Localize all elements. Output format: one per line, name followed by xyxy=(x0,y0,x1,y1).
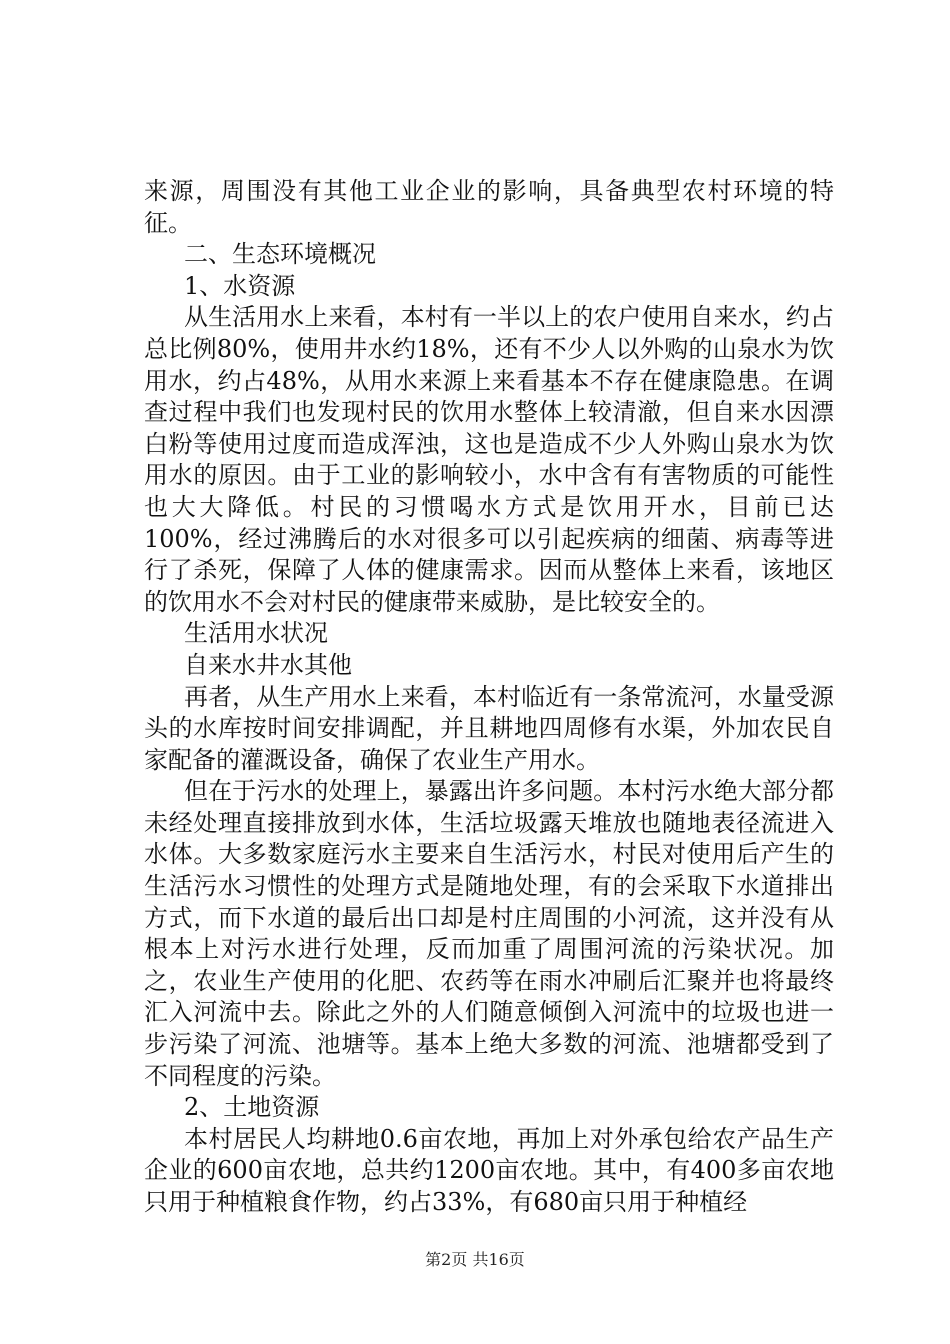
subsection-heading: 2、土地资源 xyxy=(184,1093,320,1122)
document-body xyxy=(144,176,834,1219)
page-footer: 第2页 共16页 xyxy=(425,1250,525,1269)
paragraph: 本村居民人均耕地0.6亩农地，再加上对外承包给农产品生产企业的600亩农地，总共约1200亩农地。其中，有400多亩农地只用于种植粮食作物，约占33%，有680亩只用于种植经 xyxy=(144,1124,834,1216)
section-heading: 二、生态环境概况 xyxy=(184,240,376,269)
paragraph: 再者，从生产用水上来看，本村临近有一条常流河，水量受源头的水库按时间安排调配，并且耕地四周修有水渠，外加农民自家配备的灌溉设备，确保了农业生产用水。 xyxy=(144,682,834,774)
caption-line: 自来水井水其他 xyxy=(184,650,352,679)
caption-line: 生活用水状况 xyxy=(184,619,328,648)
subsection-heading: 1、水资源 xyxy=(184,271,296,300)
paragraph: 从生活用水上来看，本村有一半以上的农户使用自来水，约占总比例80%，使用井水约18%，还有不少人以外购的山泉水为饮用水，约占48%，从用水来源上来看基本不存在健康隐患。在调查过程中我们也发现村民的饮用水整体上较清澈，但自来水因漂白粉等使用过度而造成浑浊，这也是造成不少人外购山泉水为饮用水的原因。由于工业的影响较小，水中含有有害物质的可能性也大大降低。村民的习惯喝水方式是饮用开水，目前已达100%，经过沸腾后的水对很多可以引起疾病的细菌、病毒等进行了杀死，保障了人体的健康需求。因而从整体上来看，该地区的饮用水不会对村民的健康带来威胁，是比较安全的。 xyxy=(144,303,834,616)
paragraph: 但在于污水的处理上，暴露出许多问题。本村污水绝大部分都未经处理直接排放到水体，生活垃圾露天堆放也随地表径流进入水体。大多数家庭污水主要来自生活污水，村民对使用后产生的生活污水习惯性的处理方式是随地处理，有的会采取下水道排出方式，而下水道的最后出口却是村庄周围的小河流，这并没有从根本上对污水进行处理，反而加重了周围河流的污染状况。加之，农业生产使用的化肥、农药等在雨水冲刷后汇聚并也将最终汇入河流中去。除此之外的人们随意倾倒入河流中的垃圾也进一步污染了河流、池塘等。基本上绝大多数的河流、池塘都受到了不同程度的污染。 xyxy=(144,777,834,1090)
paragraph: 来源，周围没有其他工业企业的影响，具备典型农村环境的特征。 xyxy=(144,177,834,237)
